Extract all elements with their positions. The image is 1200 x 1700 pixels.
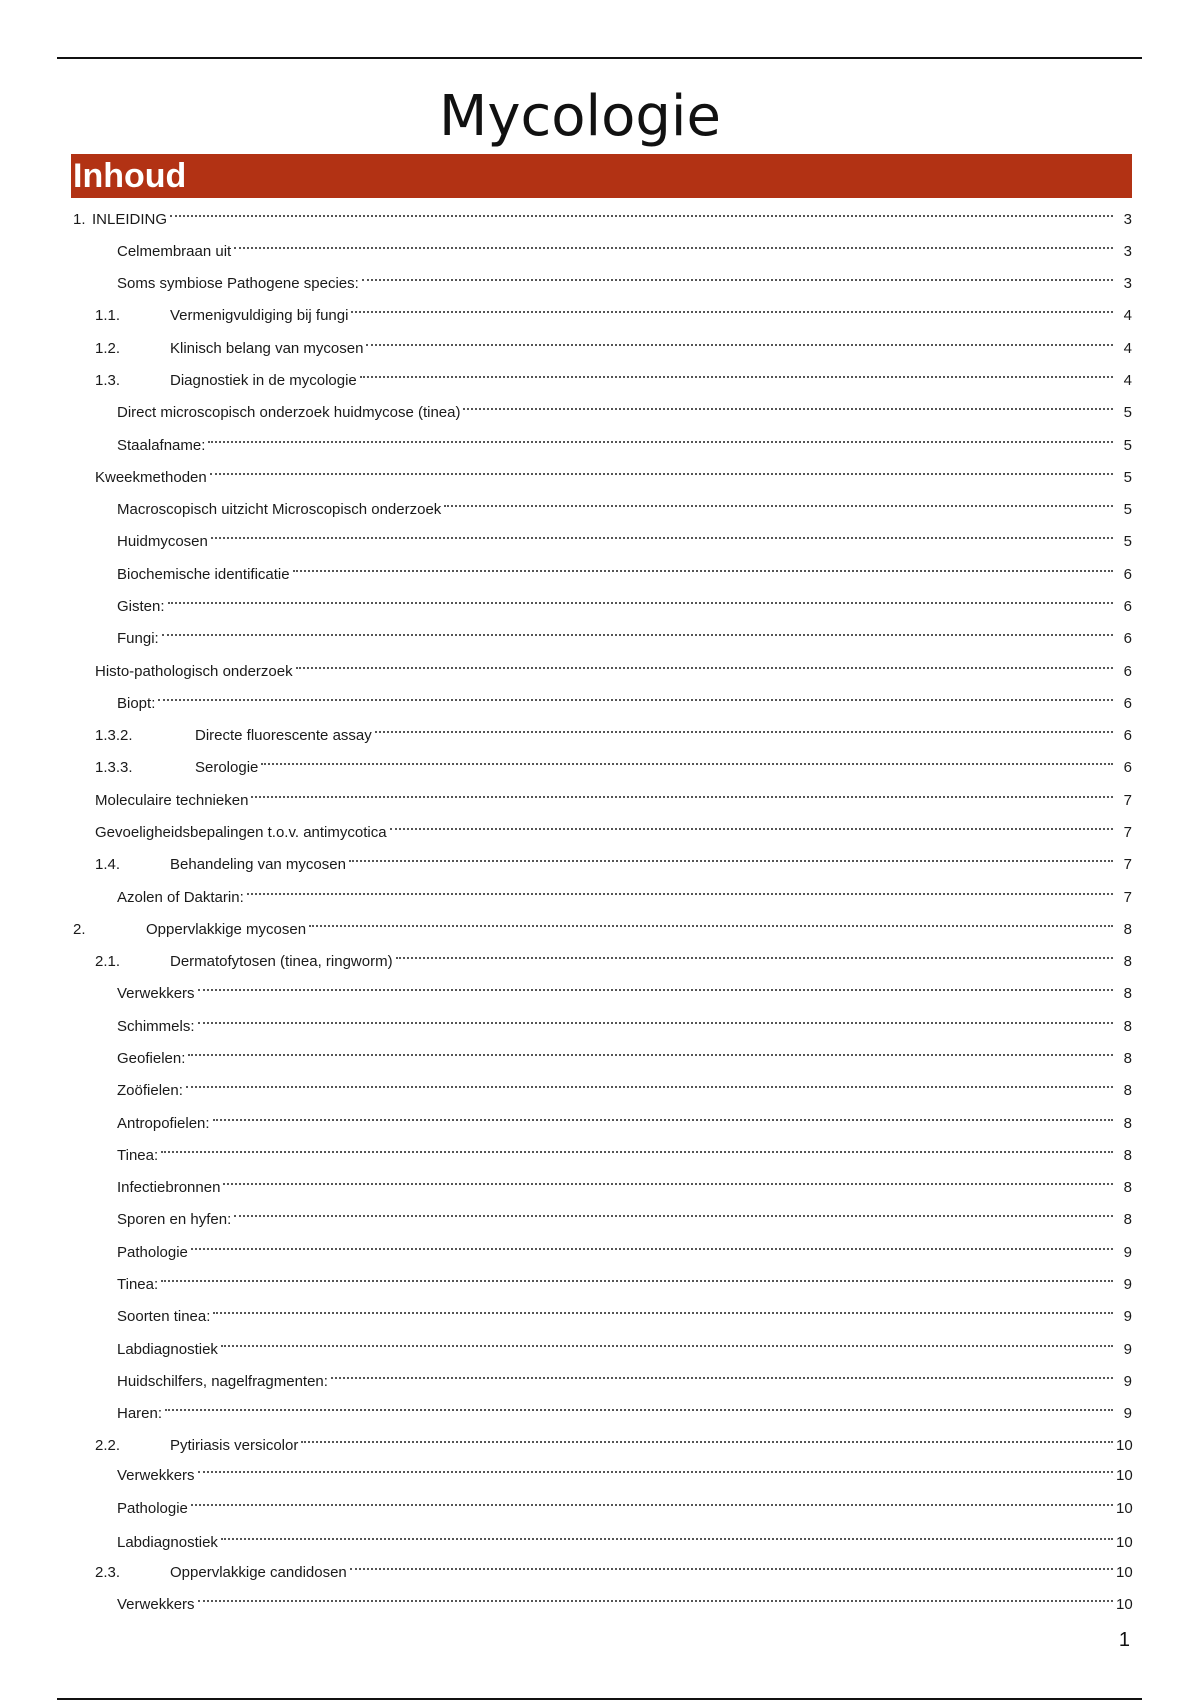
toc-entry-title: Antropofielen:: [117, 1115, 210, 1132]
toc-entry-page: 4: [1123, 340, 1132, 357]
toc-dot-leader: [309, 908, 1113, 934]
toc-entry-page: 8: [1123, 921, 1132, 938]
toc-entry[interactable]: [117, 230, 1132, 260]
toc-dot-leader: [211, 520, 1113, 546]
toc-entry-title: Verwekkers: [117, 1467, 195, 1484]
toc-dot-leader: [162, 617, 1113, 643]
toc-entry[interactable]: [95, 714, 1132, 744]
toc-entry-title: Soorten tinea:: [117, 1308, 211, 1325]
toc-entry[interactable]: [117, 1198, 1132, 1228]
toc-entry[interactable]: [95, 1551, 1133, 1581]
toc-dot-leader: [198, 1454, 1113, 1480]
toc-entry-title: Klinisch belang van mycosen: [170, 340, 364, 357]
toc-dot-leader: [161, 1134, 1113, 1160]
toc-entry-page: 10: [1116, 1500, 1133, 1517]
toc-entry-page: 8: [1123, 1050, 1132, 1067]
toc-entry-page: 7: [1123, 824, 1132, 841]
toc-entry[interactable]: [117, 1231, 1132, 1261]
toc-entry-page: 8: [1123, 1211, 1132, 1228]
toc-entry-title: Tinea:: [117, 1276, 159, 1293]
toc-entry-title: Diagnostiek in de mycologie: [170, 372, 357, 389]
toc-dot-leader: [198, 1583, 1113, 1609]
toc-entry-page: 5: [1123, 533, 1132, 550]
toc-entry[interactable]: [117, 1263, 1132, 1293]
toc-entry[interactable]: [117, 1392, 1132, 1422]
toc-entry-page: 9: [1123, 1341, 1132, 1358]
toc-dot-leader: [234, 230, 1113, 256]
toc-entry-page: 9: [1123, 1308, 1132, 1325]
header-rule: [57, 57, 1142, 59]
toc-dot-leader: [251, 779, 1113, 805]
toc-dot-leader: [444, 488, 1113, 514]
toc-entry-number: 1.: [73, 211, 86, 228]
toc-entry[interactable]: [117, 424, 1132, 454]
toc-dot-leader: [208, 424, 1113, 450]
toc-entry[interactable]: [117, 1521, 1133, 1551]
toc-entry-page: 10: [1116, 1467, 1133, 1484]
toc-entry-title: Macroscopisch uitzicht Microscopisch onderzoek: [117, 501, 442, 518]
toc-dot-leader: [247, 876, 1113, 902]
toc-entry-page: 7: [1123, 792, 1132, 809]
toc-entry-page: 9: [1123, 1244, 1132, 1261]
page-number: 1: [1118, 1629, 1130, 1651]
toc-entry-title: Vermenigvuldiging bij fungi: [170, 307, 349, 324]
toc-entry[interactable]: [95, 294, 1132, 324]
toc-entry-title: Moleculaire technieken: [95, 792, 249, 809]
toc-entry[interactable]: [73, 198, 1132, 228]
toc-entry-title: Geofielen:: [117, 1050, 186, 1067]
toc-entry-page: 7: [1123, 889, 1132, 906]
toc-entry-page: 6: [1123, 663, 1132, 680]
toc-entry-title: Directe fluorescente assay: [195, 727, 372, 744]
toc-entry-title: Schimmels:: [117, 1018, 195, 1035]
toc-entry[interactable]: [117, 391, 1132, 421]
toc-entry-page: 7: [1123, 856, 1132, 873]
toc-entry[interactable]: [117, 1295, 1132, 1325]
toc-entry[interactable]: [117, 1134, 1132, 1164]
toc-dot-leader: [170, 198, 1113, 224]
toc-dot-leader: [168, 585, 1113, 611]
toc-entry[interactable]: [95, 746, 1132, 776]
toc-entry-page: 5: [1123, 501, 1132, 518]
toc-entry-title: Kweekmethoden: [95, 469, 207, 486]
toc-dot-leader: [223, 1166, 1113, 1192]
toc-entry[interactable]: [73, 908, 1132, 938]
toc-entry-page: 6: [1123, 598, 1132, 615]
toc-entry-title: Huidschilfers, nagelfragmenten:: [117, 1373, 328, 1390]
toc-entry-page: 8: [1123, 1018, 1132, 1035]
toc-entry-page: 4: [1123, 372, 1132, 389]
toc-entry-number: 1.2.: [95, 340, 121, 357]
toc-entry-number: 1.1.: [95, 307, 121, 324]
toc-dot-leader: [362, 262, 1113, 288]
toc-entry[interactable]: [117, 876, 1132, 906]
toc-dot-leader: [186, 1069, 1113, 1095]
toc-entry[interactable]: [95, 779, 1132, 809]
toc-entry-page: 9: [1123, 1373, 1132, 1390]
toc-dot-leader: [301, 1424, 1113, 1450]
toc-entry[interactable]: [117, 553, 1132, 583]
toc-entry[interactable]: [117, 1454, 1133, 1484]
toc-entry-title: Staalafname:: [117, 437, 206, 454]
toc-entry[interactable]: [95, 1424, 1133, 1454]
toc-entry[interactable]: [117, 1005, 1132, 1035]
document-title: Mycologie: [439, 84, 721, 149]
toc-dot-leader: [191, 1487, 1113, 1513]
toc-entry-title: Labdiagnostiek: [117, 1341, 218, 1358]
toc-entry[interactable]: [95, 843, 1132, 873]
toc-entry-page: 3: [1123, 211, 1132, 228]
toc-entry-page: 8: [1123, 1179, 1132, 1196]
toc-entry[interactable]: [117, 682, 1132, 712]
toc-dot-leader: [396, 940, 1113, 966]
toc-entry-page: 8: [1123, 1147, 1132, 1164]
toc-entry-title: Zoöfielen:: [117, 1082, 183, 1099]
toc-entry[interactable]: [95, 327, 1132, 357]
toc-entry-title: Pathologie: [117, 1244, 188, 1261]
toc-dot-leader: [463, 391, 1113, 417]
toc-entry[interactable]: [95, 359, 1132, 389]
toc-entry[interactable]: [95, 811, 1132, 841]
toc-entry-page: 9: [1123, 1276, 1132, 1293]
toc-entry[interactable]: [117, 1583, 1133, 1613]
toc-entry[interactable]: [117, 262, 1132, 292]
toc-entry-page: 6: [1123, 727, 1132, 744]
toc-dot-leader: [234, 1198, 1113, 1224]
toc-dot-leader: [390, 811, 1113, 837]
toc-entry-page: 10: [1116, 1564, 1133, 1581]
toc-entry-page: 6: [1123, 759, 1132, 776]
toc-entry-title: Verwekkers: [117, 985, 195, 1002]
toc-entry-page: 10: [1116, 1437, 1133, 1454]
toc-entry-page: 8: [1123, 1115, 1132, 1132]
toc-heading: Inhoud: [71, 154, 1132, 198]
toc-entry-title: Gisten:: [117, 598, 165, 615]
toc-entry[interactable]: [117, 585, 1132, 615]
toc-entry[interactable]: [117, 1037, 1132, 1067]
toc-entry-title: Sporen en hyfen:: [117, 1211, 232, 1228]
toc-entry[interactable]: [95, 456, 1132, 486]
toc-dot-leader: [221, 1328, 1113, 1354]
toc-entry-title: Gevoeligheidsbepalingen t.o.v. antimycotica: [95, 824, 387, 841]
toc-entry-number: 2.: [73, 921, 86, 938]
toc-entry-title: Pathologie: [117, 1500, 188, 1517]
toc-dot-leader: [210, 456, 1113, 482]
toc-entry[interactable]: [117, 1487, 1133, 1517]
toc-entry-title: Oppervlakkige candidosen: [170, 1564, 347, 1581]
toc-entry-page: 6: [1123, 630, 1132, 647]
toc-entry-title: Serologie: [195, 759, 259, 776]
toc-entry-title: Direct microscopisch onderzoek huidmycose (tinea): [117, 404, 461, 421]
toc-dot-leader: [349, 843, 1113, 869]
toc-entry-title: Labdiagnostiek: [117, 1534, 218, 1551]
toc-entry-title: Biopt:: [117, 695, 156, 712]
toc-entry-title: Azolen of Daktarin:: [117, 889, 244, 906]
toc-dot-leader: [213, 1102, 1113, 1128]
toc-dot-leader: [158, 682, 1113, 708]
toc-entry-page: 8: [1123, 985, 1132, 1002]
toc-entry-title: INLEIDING: [92, 211, 168, 228]
toc-dot-leader: [366, 327, 1113, 353]
toc-dot-leader: [261, 746, 1113, 772]
toc-entry-page: 4: [1123, 307, 1132, 324]
toc-entry-title: Histo-pathologisch onderzoek: [95, 663, 293, 680]
toc-dot-leader: [213, 1295, 1113, 1321]
toc-entry-page: 3: [1123, 275, 1132, 292]
toc-entry-title: Fungi:: [117, 630, 159, 647]
toc-entry-page: 6: [1123, 566, 1132, 583]
toc-entry-page: 8: [1123, 953, 1132, 970]
toc-entry-title: Pytiriasis versicolor: [170, 1437, 299, 1454]
toc-dot-leader: [296, 650, 1113, 676]
toc-entry[interactable]: [117, 1166, 1132, 1196]
toc-entry[interactable]: [117, 520, 1132, 550]
toc-dot-leader: [191, 1231, 1113, 1257]
toc-entry-number: 1.3.3.: [95, 759, 133, 776]
toc-entry[interactable]: [95, 650, 1132, 680]
toc-entry-number: 2.2.: [95, 1437, 121, 1454]
toc-dot-leader: [350, 1551, 1113, 1577]
toc-entry-page: 10: [1116, 1596, 1133, 1613]
toc-entry-number: 2.3.: [95, 1564, 121, 1581]
toc-entry-page: 10: [1116, 1534, 1133, 1551]
toc-entry-title: Infectiebronnen: [117, 1179, 221, 1196]
toc-entry-title: Verwekkers: [117, 1596, 195, 1613]
toc-entry-page: 5: [1123, 404, 1132, 421]
toc-dot-leader: [375, 714, 1113, 740]
toc-entry-number: 1.4.: [95, 856, 121, 873]
toc-entry-page: 9: [1123, 1405, 1132, 1422]
toc-dot-leader: [360, 359, 1113, 385]
toc-entry[interactable]: [117, 617, 1132, 647]
toc-entry-page: 3: [1123, 243, 1132, 260]
toc-entry-page: 6: [1123, 695, 1132, 712]
toc-entry[interactable]: [95, 940, 1132, 970]
toc-entry-page: 8: [1123, 1082, 1132, 1099]
toc-entry-title: Celmembraan uit: [117, 243, 232, 260]
toc-entry-title: Behandeling van mycosen: [170, 856, 346, 873]
toc-entry-title: Tinea:: [117, 1147, 159, 1164]
toc-entry-number: 1.3.2.: [95, 727, 133, 744]
toc-entry-title: Soms symbiose Pathogene species:: [117, 275, 359, 292]
toc-dot-leader: [165, 1392, 1113, 1418]
toc-entry[interactable]: [117, 1328, 1132, 1358]
toc-entry[interactable]: [117, 488, 1132, 518]
toc-entry-title: Huidmycosen: [117, 533, 208, 550]
toc-entry[interactable]: [117, 1069, 1132, 1099]
toc-entry-number: 2.1.: [95, 953, 121, 970]
toc-entry[interactable]: [117, 972, 1132, 1002]
toc-dot-leader: [293, 553, 1113, 579]
toc-entry-page: 5: [1123, 437, 1132, 454]
toc-dot-leader: [188, 1037, 1113, 1063]
toc-entry-title: Dermatofytosen (tinea, ringworm): [170, 953, 393, 970]
toc-dot-leader: [331, 1360, 1113, 1386]
toc-dot-leader: [198, 1005, 1113, 1031]
toc-entry[interactable]: [117, 1102, 1132, 1132]
toc-entry-title: Oppervlakkige mycosen: [146, 921, 307, 938]
toc-entry-title: Haren:: [117, 1405, 163, 1422]
toc-dot-leader: [161, 1263, 1113, 1289]
toc-entry-page: 5: [1123, 469, 1132, 486]
toc-dot-leader: [198, 972, 1113, 998]
toc-dot-leader: [221, 1521, 1113, 1547]
toc-entry-title: Biochemische identificatie: [117, 566, 290, 583]
toc-entry[interactable]: [117, 1360, 1132, 1390]
toc-dot-leader: [351, 294, 1113, 320]
toc-entry-number: 1.3.: [95, 372, 121, 389]
